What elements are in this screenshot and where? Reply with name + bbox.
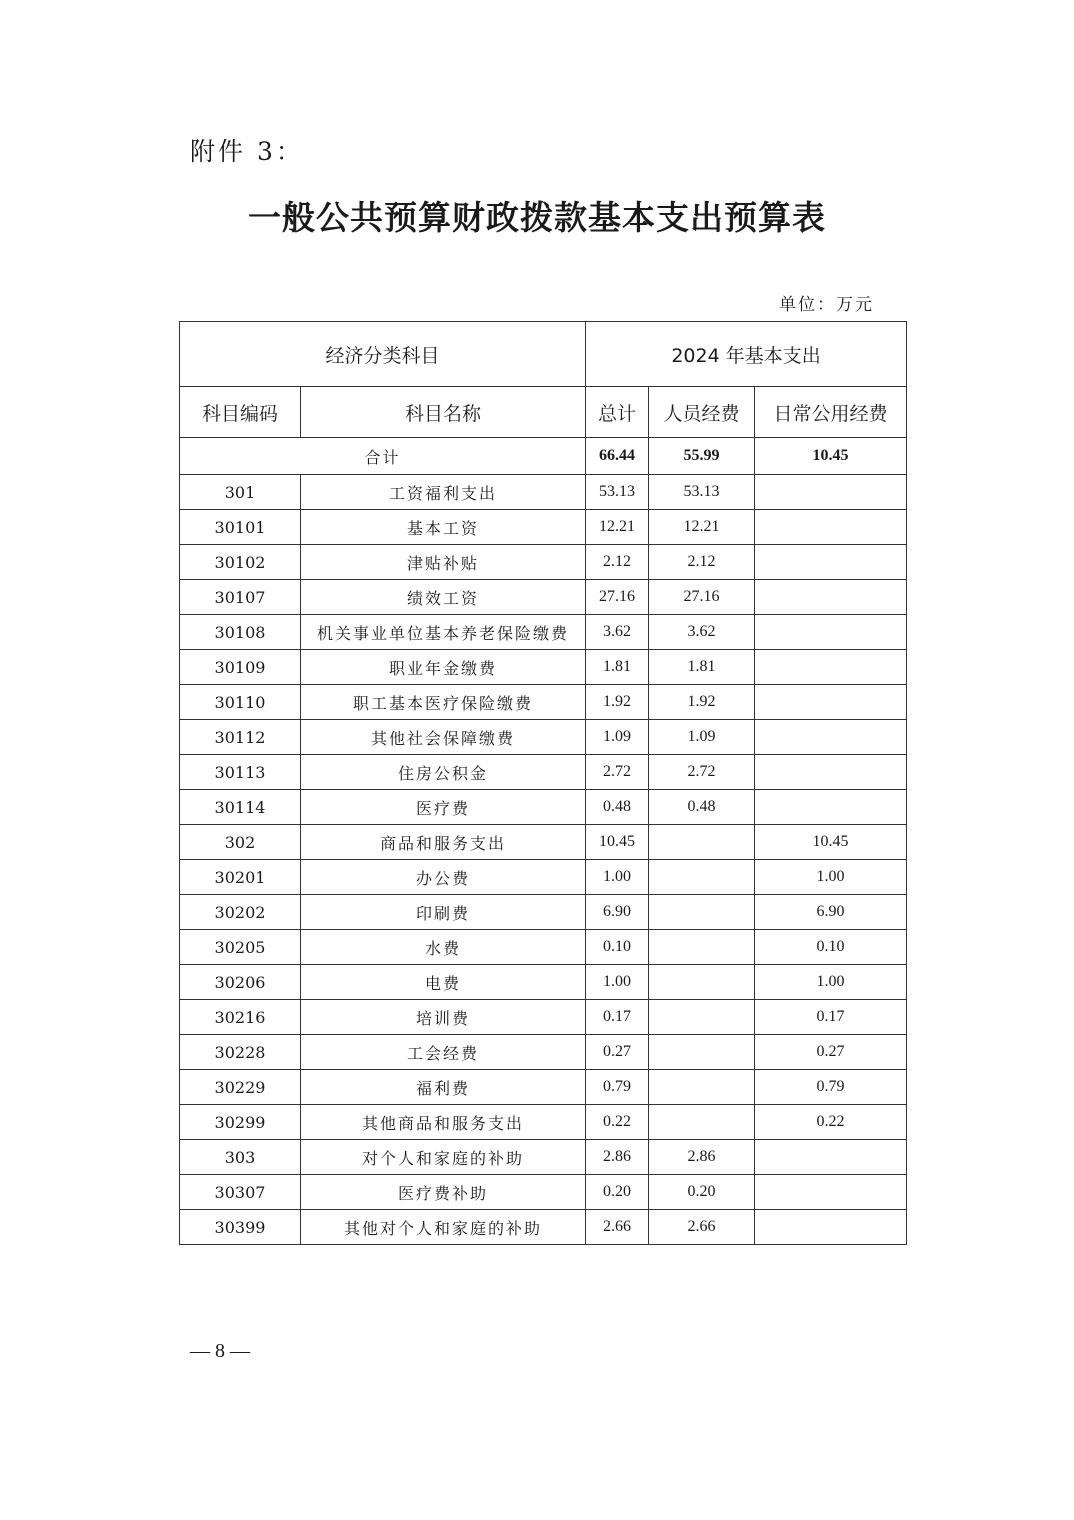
- header-column-row: [180, 387, 907, 438]
- total-personnel: 55.99: [649, 438, 755, 475]
- row-code: 30109: [180, 650, 301, 685]
- row-total: 12.21: [586, 510, 649, 545]
- row-personnel: [649, 1070, 755, 1105]
- row-code: 30399: [180, 1210, 301, 1245]
- row-name: 住房公积金: [301, 755, 586, 790]
- row-code: 30205: [180, 930, 301, 965]
- row-code: 30114: [180, 790, 301, 825]
- row-name: 机关事业单位基本养老保险缴费: [301, 615, 586, 650]
- row-personnel: [649, 1035, 755, 1070]
- row-code: 30110: [180, 685, 301, 720]
- row-total: 53.13: [586, 475, 649, 510]
- row-personnel: 2.72: [649, 755, 755, 790]
- table-row: [180, 755, 907, 790]
- row-total: 2.12: [586, 545, 649, 580]
- page-number: — 8 —: [190, 1340, 250, 1362]
- row-personnel: 1.09: [649, 720, 755, 755]
- table-row: [180, 510, 907, 545]
- table-row: [180, 1210, 907, 1245]
- row-code: 302: [180, 825, 301, 860]
- row-personnel: 3.62: [649, 615, 755, 650]
- table-row: [180, 1035, 907, 1070]
- row-code: 30108: [180, 615, 301, 650]
- row-code: 30229: [180, 1070, 301, 1105]
- row-code: 30228: [180, 1035, 301, 1070]
- table-row: [180, 1175, 907, 1210]
- attachment-label: 附件 3：: [190, 137, 304, 166]
- row-personnel: [649, 860, 755, 895]
- row-code: 30102: [180, 545, 301, 580]
- table-row: [180, 965, 907, 1000]
- unit-label: 单位：万元: [779, 295, 874, 315]
- row-total: 2.66: [586, 1210, 649, 1245]
- row-public: [755, 650, 907, 685]
- row-personnel: [649, 895, 755, 930]
- row-total: 1.09: [586, 720, 649, 755]
- row-name: 商品和服务支出: [301, 825, 586, 860]
- header-personnel: 人员经费: [649, 387, 755, 438]
- row-personnel: 12.21: [649, 510, 755, 545]
- row-name: 其他商品和服务支出: [301, 1105, 586, 1140]
- row-name: 工资福利支出: [301, 475, 586, 510]
- row-name: 职业年金缴费: [301, 650, 586, 685]
- table-row: [180, 790, 907, 825]
- row-personnel: 27.16: [649, 580, 755, 615]
- row-code: 30299: [180, 1105, 301, 1140]
- table-row: [180, 1140, 907, 1175]
- row-public: 0.10: [755, 930, 907, 965]
- row-code: 30202: [180, 895, 301, 930]
- row-total: 1.00: [586, 860, 649, 895]
- row-personnel: 53.13: [649, 475, 755, 510]
- header-code: 科目编码: [180, 387, 301, 438]
- row-code: 30201: [180, 860, 301, 895]
- row-total: 6.90: [586, 895, 649, 930]
- row-name: 绩效工资: [301, 580, 586, 615]
- row-total: 3.62: [586, 615, 649, 650]
- row-public: [755, 475, 907, 510]
- row-public: [755, 755, 907, 790]
- row-code: 30216: [180, 1000, 301, 1035]
- header-public: 日常公用经费: [755, 387, 907, 438]
- row-personnel: 0.20: [649, 1175, 755, 1210]
- row-name: 福利费: [301, 1070, 586, 1105]
- table-row: [180, 685, 907, 720]
- total-label: 合计: [180, 438, 586, 475]
- header-total: 总计: [586, 387, 649, 438]
- row-code: 30113: [180, 755, 301, 790]
- table-row: [180, 1000, 907, 1035]
- row-name: 印刷费: [301, 895, 586, 930]
- row-name: 工会经费: [301, 1035, 586, 1070]
- row-total: 0.79: [586, 1070, 649, 1105]
- table-row: [180, 475, 907, 510]
- row-public: 0.27: [755, 1035, 907, 1070]
- row-personnel: [649, 930, 755, 965]
- row-public: [755, 685, 907, 720]
- table-row: [180, 825, 907, 860]
- row-name: 水费: [301, 930, 586, 965]
- row-public: [755, 720, 907, 755]
- row-public: [755, 615, 907, 650]
- row-personnel: [649, 965, 755, 1000]
- header-name: 科目名称: [301, 387, 586, 438]
- row-public: [755, 790, 907, 825]
- row-name: 培训费: [301, 1000, 586, 1035]
- row-personnel: [649, 1000, 755, 1035]
- row-personnel: [649, 825, 755, 860]
- row-total: 1.92: [586, 685, 649, 720]
- row-public: 1.00: [755, 860, 907, 895]
- row-public: 0.17: [755, 1000, 907, 1035]
- row-name: 对个人和家庭的补助: [301, 1140, 586, 1175]
- table-row: [180, 615, 907, 650]
- row-total: 1.00: [586, 965, 649, 1000]
- row-total: 2.86: [586, 1140, 649, 1175]
- row-public: 0.22: [755, 1105, 907, 1140]
- row-total: 0.20: [586, 1175, 649, 1210]
- total-public: 10.45: [755, 438, 907, 475]
- row-total: 27.16: [586, 580, 649, 615]
- row-name: 电费: [301, 965, 586, 1000]
- row-public: 1.00: [755, 965, 907, 1000]
- row-total: 2.72: [586, 755, 649, 790]
- row-personnel: 0.48: [649, 790, 755, 825]
- row-name: 职工基本医疗保险缴费: [301, 685, 586, 720]
- row-public: [755, 1210, 907, 1245]
- row-name: 其他社会保障缴费: [301, 720, 586, 755]
- table-row: [180, 720, 907, 755]
- row-total: 0.48: [586, 790, 649, 825]
- row-public: [755, 1140, 907, 1175]
- row-total: 0.17: [586, 1000, 649, 1035]
- row-personnel: 2.12: [649, 545, 755, 580]
- row-public: [755, 510, 907, 545]
- row-name: 基本工资: [301, 510, 586, 545]
- row-name: 津贴补贴: [301, 545, 586, 580]
- table-row: [180, 650, 907, 685]
- row-code: 30112: [180, 720, 301, 755]
- row-code: 303: [180, 1140, 301, 1175]
- header-economic-category: 经济分类科目: [180, 322, 586, 387]
- row-personnel: [649, 1105, 755, 1140]
- row-code: 30206: [180, 965, 301, 1000]
- row-total: 0.22: [586, 1105, 649, 1140]
- total-total: 66.44: [586, 438, 649, 475]
- row-total: 10.45: [586, 825, 649, 860]
- budget-table-body: [180, 322, 907, 1245]
- document-title: 一般公共预算财政拨款基本支出预算表: [248, 198, 826, 237]
- row-public: 6.90: [755, 895, 907, 930]
- row-public: 10.45: [755, 825, 907, 860]
- row-name: 医疗费补助: [301, 1175, 586, 1210]
- budget-table: [179, 321, 907, 1245]
- row-name: 医疗费: [301, 790, 586, 825]
- table-row: [180, 930, 907, 965]
- row-personnel: 2.66: [649, 1210, 755, 1245]
- row-name: 其他对个人和家庭的补助: [301, 1210, 586, 1245]
- total-row: [180, 438, 907, 475]
- table-row: [180, 1105, 907, 1140]
- table-row: [180, 860, 907, 895]
- table-row: [180, 895, 907, 930]
- row-personnel: 1.81: [649, 650, 755, 685]
- header-group-row: [180, 322, 907, 387]
- row-personnel: 1.92: [649, 685, 755, 720]
- table-row: [180, 580, 907, 615]
- table-row: [180, 545, 907, 580]
- row-total: 1.81: [586, 650, 649, 685]
- row-name: 办公费: [301, 860, 586, 895]
- table-row: [180, 1070, 907, 1105]
- row-public: [755, 580, 907, 615]
- row-code: 30101: [180, 510, 301, 545]
- row-public: [755, 1175, 907, 1210]
- row-personnel: 2.86: [649, 1140, 755, 1175]
- row-total: 0.10: [586, 930, 649, 965]
- row-code: 30107: [180, 580, 301, 615]
- row-total: 0.27: [586, 1035, 649, 1070]
- row-code: 30307: [180, 1175, 301, 1210]
- row-code: 301: [180, 475, 301, 510]
- row-public: [755, 545, 907, 580]
- header-basic-expenditure: 2024 年基本支出: [586, 322, 907, 387]
- row-public: 0.79: [755, 1070, 907, 1105]
